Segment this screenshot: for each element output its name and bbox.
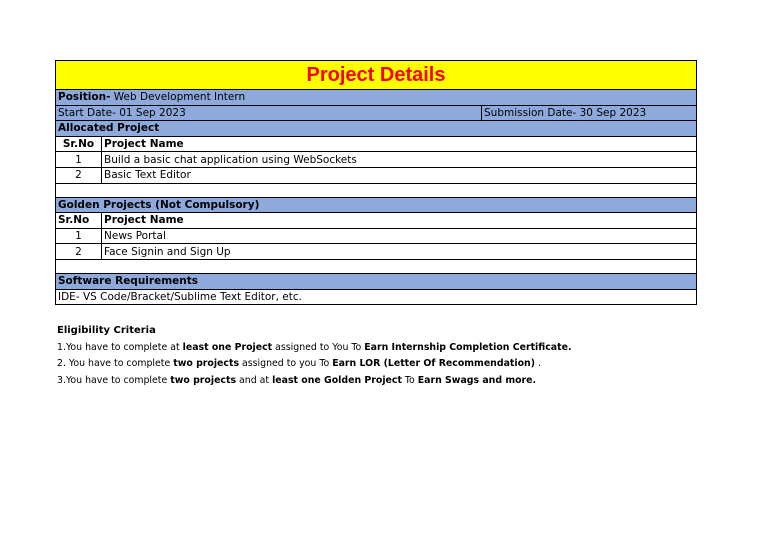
spacer-row xyxy=(56,183,697,197)
text-span: To xyxy=(401,374,418,386)
eligibility-line-2 xyxy=(57,356,737,373)
position-label: Position- xyxy=(58,91,111,104)
table-row xyxy=(56,244,697,260)
text-span: assigned to You To xyxy=(272,341,365,353)
text-span: assigned to you To xyxy=(239,358,333,369)
software-value: IDE- VS Code/Bracket/Sublime Text Editor, etc. xyxy=(56,289,697,305)
spacer-cell xyxy=(56,183,697,197)
eligibility-line-1 xyxy=(57,340,737,357)
dates-row xyxy=(56,105,697,121)
text-span: 1.You have to complete at xyxy=(57,341,183,353)
spacer-row xyxy=(56,259,697,273)
golden-heading-row xyxy=(56,197,697,213)
title-row xyxy=(56,61,697,90)
project-name-cell: Basic Text Editor xyxy=(102,167,697,183)
project-name-cell: News Portal xyxy=(102,228,697,244)
bold-span: Earn Swags and more. xyxy=(417,374,537,386)
text-span: 2. You have to complete xyxy=(57,358,174,369)
software-heading-row xyxy=(56,273,697,289)
software-row xyxy=(56,289,697,305)
col-header-sr: Sr.No xyxy=(56,213,102,229)
start-date: Start Date- 01 Sep 2023 xyxy=(56,105,482,121)
allocated-heading: Allocated Project xyxy=(56,121,697,137)
text-span: 3.You have to complete xyxy=(57,374,171,386)
page-title: Project Details xyxy=(56,61,697,90)
eligibility-heading: Eligibility Criteria xyxy=(57,325,156,336)
table-row xyxy=(56,167,697,183)
bold-span: Earn Internship Completion Certificate. xyxy=(364,341,572,353)
allocated-heading-row xyxy=(56,121,697,137)
project-details-table xyxy=(55,60,697,305)
table-row xyxy=(56,152,697,168)
submission-date: Submission Date- 30 Sep 2023 xyxy=(482,105,697,121)
allocated-header-row xyxy=(56,136,697,152)
spacer-cell xyxy=(56,259,697,273)
eligibility-criteria xyxy=(57,323,737,389)
col-header-sr: Sr.No xyxy=(56,136,102,152)
position-value: Web Development Intern xyxy=(110,91,246,104)
col-header-name: Project Name xyxy=(102,136,697,152)
project-name-cell: Face Signin and Sign Up xyxy=(102,244,697,260)
sr-cell: 1 xyxy=(56,152,102,168)
bold-span: two projects xyxy=(170,374,237,386)
position-cell xyxy=(56,90,697,106)
table-row xyxy=(56,228,697,244)
bold-span: two projects xyxy=(173,358,240,369)
col-header-name: Project Name xyxy=(102,213,697,229)
golden-heading: Golden Projects (Not Compulsory) xyxy=(56,197,697,213)
bold-span: least one Golden Project xyxy=(272,374,402,386)
text-span: and at xyxy=(236,374,273,386)
project-name-cell: Build a basic chat application using WebSockets xyxy=(102,152,697,168)
sr-cell: 2 xyxy=(56,244,102,260)
text-span: . xyxy=(535,358,541,369)
sr-cell: 2 xyxy=(56,167,102,183)
golden-header-row xyxy=(56,213,697,229)
bold-span: least one Project xyxy=(182,341,273,353)
bold-span: Earn LOR (Letter Of Recommendation) xyxy=(332,358,535,369)
software-heading: Software Requirements xyxy=(56,273,697,289)
sr-cell: 1 xyxy=(56,228,102,244)
position-row xyxy=(56,90,697,106)
eligibility-line-3 xyxy=(57,373,737,390)
